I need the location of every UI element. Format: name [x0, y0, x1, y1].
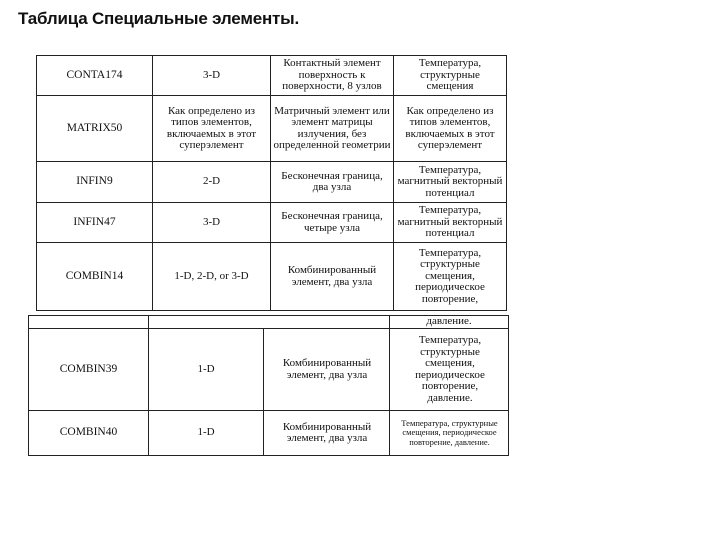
- element-name: INFIN9: [76, 175, 113, 188]
- element-name: CONTA174: [66, 68, 123, 81]
- page-title: Таблица Специальные элементы.: [18, 9, 299, 28]
- element-description: Комбинированный элемент, два узла: [282, 420, 372, 444]
- element-name: COMBIN14: [65, 269, 124, 282]
- element-dimension: 1-D: [197, 362, 215, 375]
- element-dof: Температура, структурные смещения, периодическое повторение,: [415, 246, 485, 305]
- element-dof: Температура, структурные смещения, периодическое повторение, давление.: [401, 417, 498, 447]
- element-dimension: 3-D: [202, 68, 221, 81]
- element-description: Бесконечная граница, четыре узла: [281, 210, 383, 234]
- element-dimension: 2-D: [202, 175, 221, 188]
- element-description: Бесконечная граница, два узла: [281, 169, 383, 193]
- element-dof: Как определено из типов элементов, включаемых в этот суперэлемент: [405, 104, 495, 151]
- element-name: COMBIN40: [59, 426, 118, 439]
- element-dimension: Как определено из типов элементов, включаемых в этот суперэлемент: [166, 104, 257, 151]
- element-description: Комбинированный элемент, два узла: [282, 357, 372, 381]
- element-dof: Температура, структурные смещения, периодическое повторение, давление.: [415, 334, 485, 404]
- element-dof: Температура, структурные смещения: [418, 57, 482, 93]
- element-dimension: 1-D: [197, 426, 215, 439]
- element-name: COMBIN39: [59, 362, 118, 375]
- element-dof: Температура, магнитный векторный потенциал: [397, 204, 503, 240]
- element-description: Матричный элемент или элемент матрицы излучения, без определенной геометрии: [273, 104, 391, 151]
- element-description: Комбинированный элемент, два узла: [287, 264, 377, 288]
- element-dimension: 1-D, 2-D, or 3-D: [174, 269, 249, 282]
- element-name: INFIN47: [73, 215, 116, 228]
- element-dof: Температура, магнитный векторный потенциал: [397, 163, 503, 199]
- element-dimension: 3-D: [202, 215, 221, 228]
- continuation-text: давление.: [426, 316, 472, 328]
- element-description: Контактный элемент поверхность к поверхности, 8 узлов: [282, 57, 382, 93]
- element-name: MATRIX50: [66, 121, 123, 134]
